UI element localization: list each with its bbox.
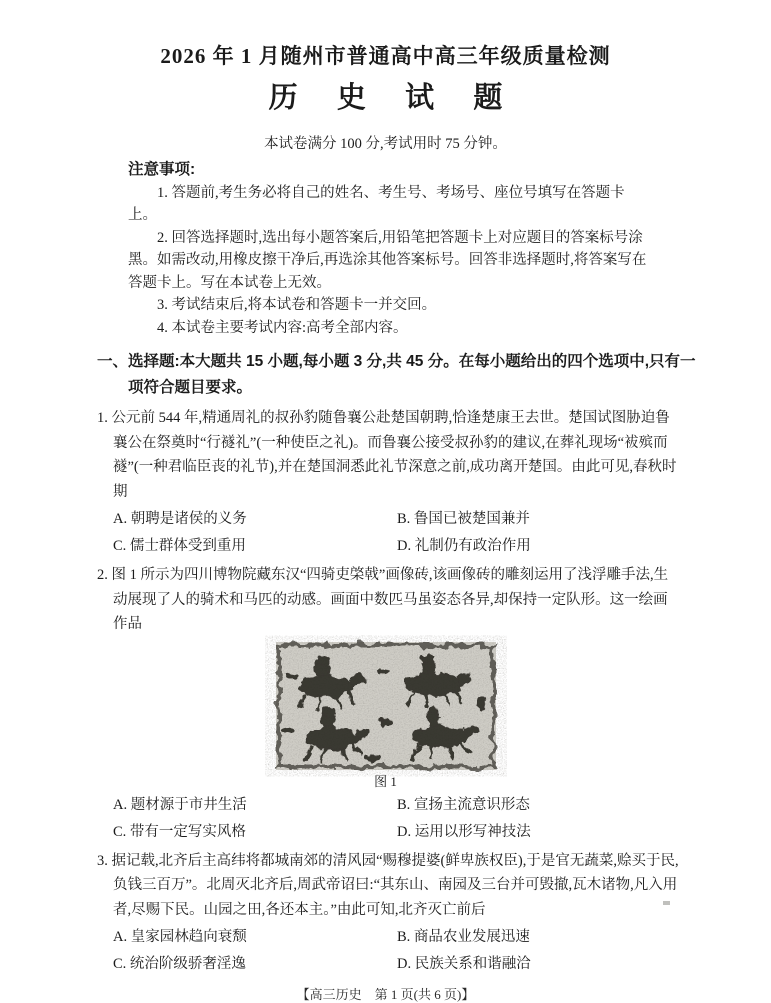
notice-item-3: 3. 考试结束后,将本试卷和答题卡一并交回。 <box>157 297 437 313</box>
question-1-stem <box>97 406 679 504</box>
figure-1-wrap <box>0 642 771 770</box>
question-2-option-c: C. 带有一定写实风格 <box>113 823 246 840</box>
question-1-option-b: B. 鲁国已被楚国兼并 <box>397 511 530 527</box>
page-footer: 【高三历史 第 1 页(共 6 页)】 <box>296 987 475 1002</box>
question-3-option-c: C. 统治阶级骄奢淫逸 <box>113 956 246 972</box>
exam-subject-title: 历 史 试 题 <box>268 82 519 114</box>
question-2-option-d: D. 运用以形写神技法 <box>397 823 531 840</box>
exam-info-line: 本试卷满分 100 分,考试用时 75 分钟。 <box>264 136 507 152</box>
exam-title: 2026 年 1 月随州市普通高中高三年级质量检测 <box>160 44 611 68</box>
figure-1-caption: 图 1 <box>374 773 397 789</box>
question-3-stem <box>97 849 679 923</box>
question-1-options <box>113 506 771 560</box>
notice-item-1: 1. 答题前,考生务必将自己的姓名、考生号、考场号、座位号填写在答题卡上。 <box>128 184 625 223</box>
question-2-number: 2. <box>97 567 108 583</box>
question-1-option-a: A. 朝聘是诸侯的义务 <box>113 511 247 527</box>
notice-heading: 注意事项: <box>128 161 196 178</box>
question-2-text: 图 1 所示为四川博物院藏东汉“四骑吏棨戟”画像砖,该画像砖的雕刻运用了浅浮雕手法,生动展现了人的骑术和马匹的动感。画面中数匹马虽姿态各异,却保持一定队形。这一绘画作品 <box>111 567 669 632</box>
question-3-options <box>113 924 771 978</box>
question-1-option-d: D. 礼制仍有政治作用 <box>397 538 531 554</box>
question-2-option-b: B. 宣扬主流意识形态 <box>397 796 530 813</box>
figure-1-image <box>276 642 496 770</box>
notice-item-4: 4. 本试卷主要考试内容:高考全部内容。 <box>157 319 408 336</box>
question-3-option-b: B. 商品农业发展迅速 <box>397 929 530 945</box>
question-2-stem <box>97 563 679 637</box>
notice-item-2: 2. 回答选择题时,选出每小题答案后,用铅笔把答题卡上对应题目的答案标号涂黑。如需改动,用橡皮擦干净后,再选涂其他答案标号。回答非选择题时,将答案写在答题卡上。写在本试卷上无效。 <box>128 229 647 291</box>
question-3-option-d: D. 民族关系和谐融洽 <box>397 956 531 972</box>
question-1-text: 公元前 544 年,精通周礼的叔孙豹随鲁襄公赴楚国朝聘,恰逢楚康王去世。楚国试图胁迫鲁襄公在祭奠时“行襚礼”(一种使臣之礼)。而鲁襄公接受叔孙豹的建议,在葬礼现场“袚殡而襚”(一种君临臣丧的礼节),并在楚国洞悉此礼节深意之前,成功离开楚国。由此可见,春秋时期 <box>111 410 677 500</box>
notice-section <box>128 159 651 339</box>
print-artifact <box>663 901 670 905</box>
question-1-number: 1. <box>97 410 108 426</box>
section-1-heading: 一、选择题:本大题共 15 小题,每小题 3 分,共 45 分。在每小题给出的四个选项中,只有一项符合题目要求。 <box>97 353 696 396</box>
question-3-option-a: A. 皇家园林趋向衰颓 <box>113 929 247 945</box>
question-2-option-a: A. 题材源于市井生活 <box>113 796 247 813</box>
question-2-options <box>113 792 771 846</box>
question-3-text: 据记载,北齐后主高纬将都城南郊的清风园“赐穆提婆(鲜卑族权臣),于是官无蔬菜,赊买于民,负钱三百万”。北周灭北齐后,周武帝诏曰:“其东山、南园及三台并可毁撤,瓦木诸物,凡入用者,尽赐下民。山园之田,各还本主。”由此可知,北齐灭亡前后 <box>111 852 679 918</box>
question-3-number: 3. <box>97 852 108 869</box>
question-1-option-c: C. 儒士群体受到重用 <box>113 538 246 554</box>
